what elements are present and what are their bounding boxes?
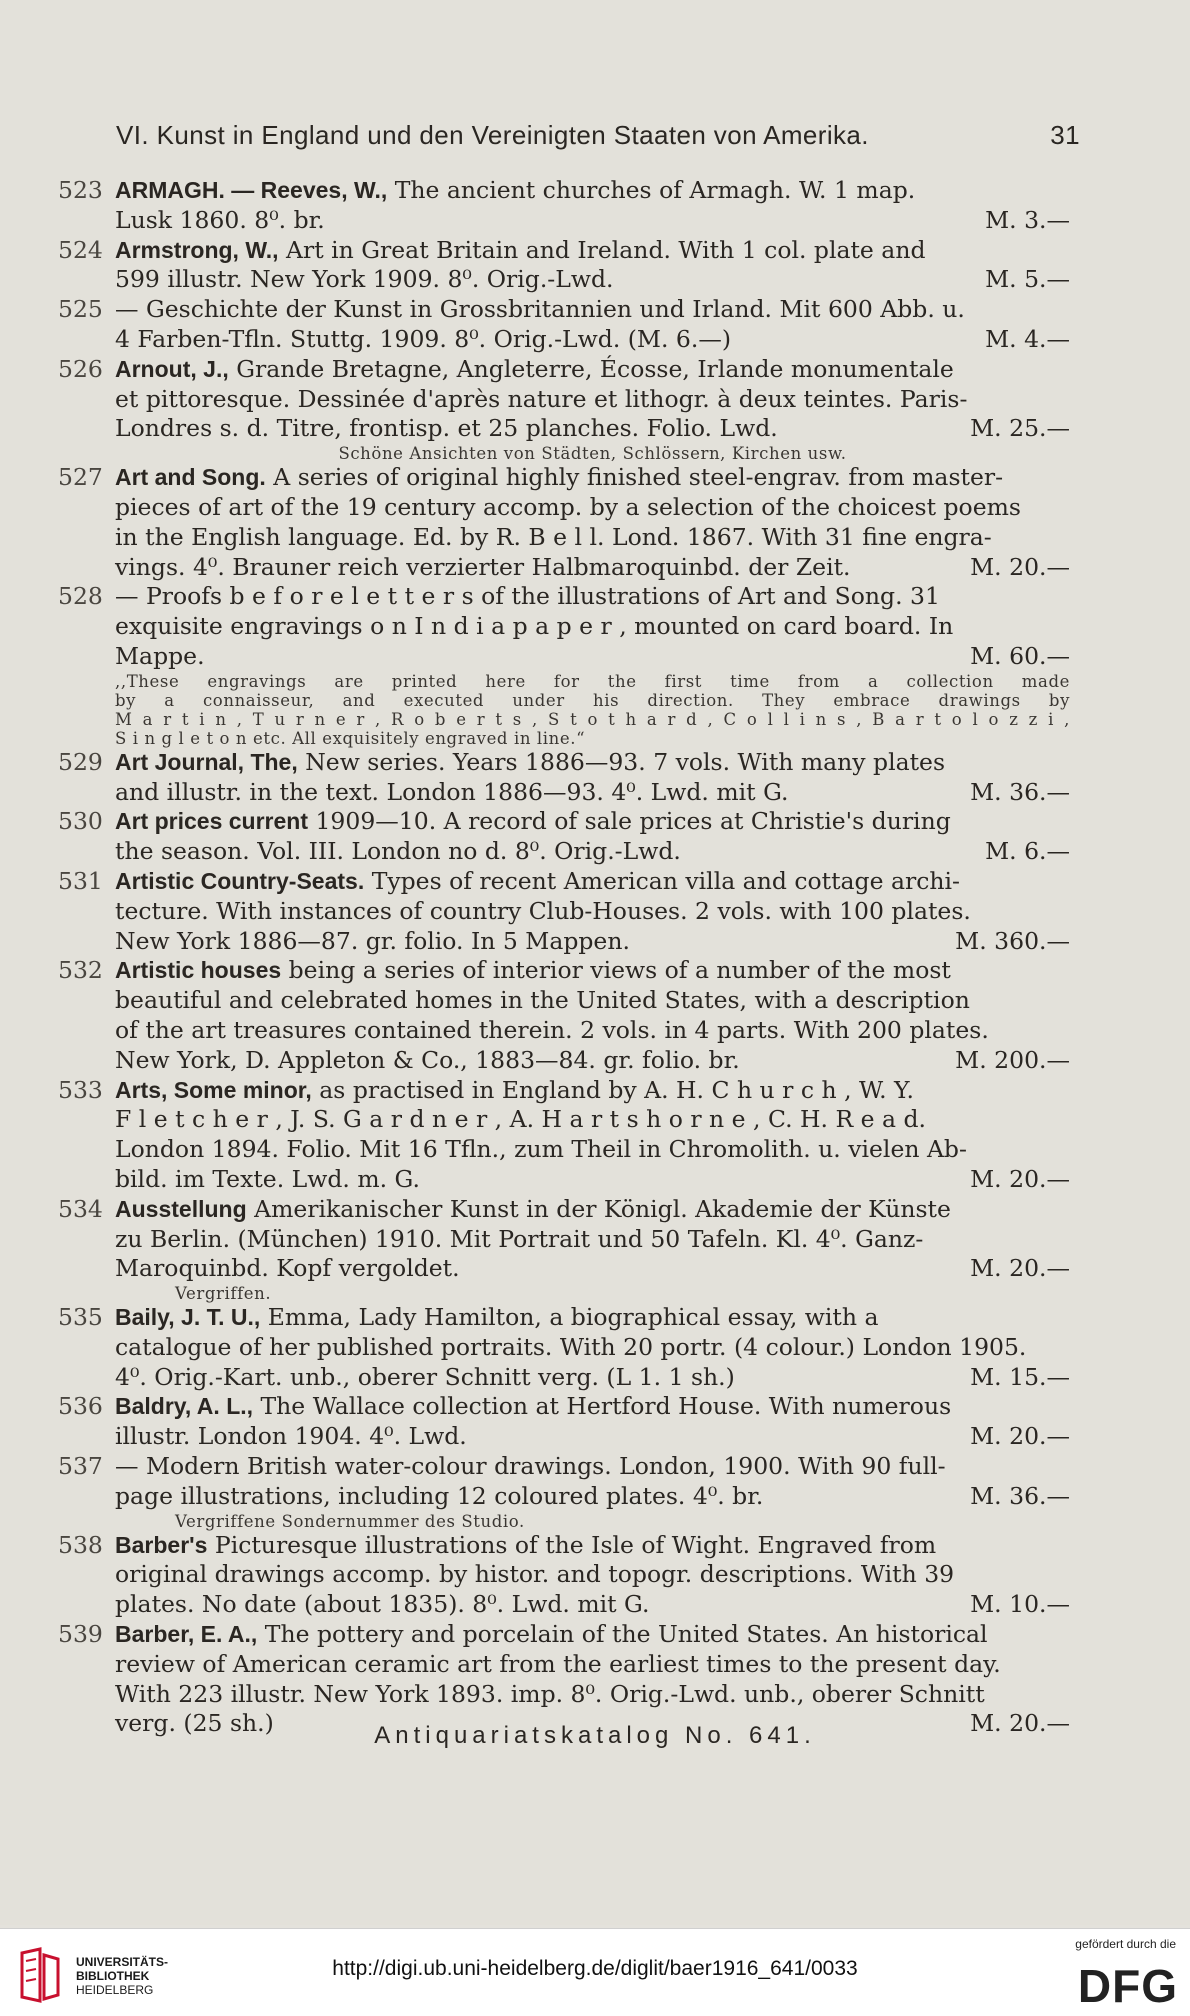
- entry-number: 530: [58, 807, 103, 836]
- entry-text: catalogue of her published portraits. With 20 portr. (4 colour.) London 1905.: [115, 1332, 1027, 1361]
- catalog-entry: [58, 1195, 1070, 1303]
- entry-text: being a series of interior views of a number of the most: [281, 956, 951, 985]
- entry-line: [115, 986, 1070, 1016]
- entry-text: Emma, Lady Hamilton, a biographical essay, with a: [260, 1303, 879, 1332]
- entry-price: M. 6.—: [985, 837, 1070, 866]
- entry-number: 525: [58, 295, 103, 324]
- entry-line: [115, 1254, 1070, 1284]
- entry-note: M a r t i n , T u r n e r , R o b e r t s , S t o t h a r d , C o l l i n s , B a r t o l o z z i ,: [115, 709, 1070, 729]
- entry-number: 532: [58, 956, 103, 985]
- entry-line: [115, 1225, 1070, 1255]
- entry-line: [115, 1422, 1070, 1452]
- catalog-entry: [58, 1076, 1070, 1195]
- entry-line: [115, 927, 1070, 957]
- entry-heading: Barber's: [115, 1531, 208, 1558]
- entry-number: 526: [58, 354, 103, 383]
- entry-text: et pittoresque. Dessinée d'après nature et lithogr. à deux teintes. Paris-: [115, 384, 968, 413]
- entry-text: exquisite engravings o n I n d i a p a p e r , mounted on card board. In: [115, 612, 954, 641]
- entry-line: [115, 1650, 1070, 1680]
- permalink-url[interactable]: http://digi.ub.uni-heidelberg.de/diglit/baer1916_641/0033: [332, 1957, 858, 1980]
- entry-text: Londres s. d. Titre, frontisp. et 25 planches. Folio. Lwd.: [115, 414, 778, 443]
- entry-price: M. 200.—: [955, 1045, 1070, 1074]
- catalog-entry: [58, 1452, 1070, 1531]
- entry-line: [115, 1531, 1070, 1561]
- entry-line: [115, 1195, 1070, 1225]
- catalog-entry: [58, 807, 1070, 867]
- catalog-entry: [58, 1531, 1070, 1620]
- entry-line: [115, 1333, 1070, 1363]
- entry-price: M. 5.—: [985, 265, 1070, 294]
- entry-heading: Arnout, J.,: [115, 355, 229, 382]
- entry-note: by a connaisseur, and executed under his direction. They embrace drawings by: [115, 690, 1070, 710]
- entry-text: and illustr. in the text. London 1886—93. 4⁰. Lwd. mit G.: [115, 777, 789, 806]
- entry-line: [115, 236, 1070, 266]
- entry-heading: Art prices current: [115, 808, 309, 835]
- catalog-entry: [58, 956, 1070, 1075]
- entry-note: Schöne Ansichten von Städten, Schlössern, Kirchen usw.: [338, 444, 847, 464]
- catalog-entry: [58, 1303, 1070, 1392]
- entry-heading: Baldry, A. L.,: [115, 1393, 254, 1420]
- catalog-entry: [58, 176, 1070, 236]
- entry-line: [115, 778, 1070, 808]
- entry-line: [115, 612, 1070, 642]
- entry-price: M. 20.—: [970, 1709, 1070, 1738]
- entry-line: [115, 206, 1070, 236]
- entry-text: beautiful and celebrated homes in the United States, with a description: [115, 986, 970, 1015]
- funded-by-label: gefördert durch die: [1075, 1937, 1176, 1951]
- entry-number: 524: [58, 235, 103, 264]
- entry-price: M. 360.—: [955, 926, 1070, 955]
- library-name-line1: UNIVERSITÄTS-: [76, 1955, 169, 1969]
- entry-text: The Wallace collection at Hertford House. With numerous: [253, 1392, 952, 1421]
- entry-number: 535: [58, 1303, 103, 1332]
- catalog-entry: [58, 582, 1070, 747]
- entry-text: London 1894. Folio. Mit 16 Tfln., zum Theil in Chromolith. u. vielen Ab-: [115, 1135, 967, 1164]
- entry-line: [115, 355, 1070, 385]
- entry-line: [115, 1363, 1070, 1393]
- entry-line: [115, 493, 1070, 523]
- entry-price: M. 36.—: [970, 1481, 1070, 1510]
- entry-text: the season. Vol. III. London no d. 8⁰. Orig.-Lwd.: [115, 837, 681, 866]
- entry-line: [115, 1135, 1070, 1165]
- entry-line: [115, 414, 1070, 444]
- entry-number: 527: [58, 463, 103, 492]
- dfg-logo: DFG: [1077, 1960, 1178, 2012]
- entry-line: [115, 1620, 1070, 1650]
- entry-text: plates. No date (about 1835). 8⁰. Lwd. mit G.: [115, 1590, 650, 1619]
- entry-note: S i n g l e t o n etc. All exquisitely engraved in line.“: [115, 728, 586, 748]
- entry-price: M. 4.—: [985, 324, 1070, 353]
- entry-line: [115, 642, 1070, 672]
- entry-line: [115, 1303, 1070, 1333]
- page-number: 31: [1050, 120, 1080, 150]
- entry-line: [115, 867, 1070, 897]
- entry-line: [115, 295, 1070, 325]
- catalog-entry: [58, 236, 1070, 296]
- entry-line: [115, 385, 1070, 415]
- entry-text: F l e t c h e r , J. S. G a r d n e r , A. H a r t s h o r n e , C. H. R e a d.: [115, 1105, 927, 1134]
- entry-note: Vergriffen.: [175, 1284, 272, 1304]
- entry-text: of the art treasures contained therein. 2 vols. in 4 parts. With 200 plates.: [115, 1015, 989, 1044]
- entry-heading: Ausstellung: [115, 1195, 247, 1222]
- entry-line: [115, 523, 1070, 553]
- entry-line: [115, 1392, 1070, 1422]
- entry-price: M. 60.—: [970, 641, 1070, 670]
- entry-line: [115, 463, 1070, 493]
- entry-number: 528: [58, 582, 103, 611]
- entry-text: New York 1886—87. gr. folio. In 5 Mappen.: [115, 926, 630, 955]
- catalog-entry: [58, 748, 1070, 808]
- entry-number: 537: [58, 1452, 103, 1481]
- entry-heading: ARMAGH. — Reeves, W.,: [115, 177, 388, 203]
- entry-text: tecture. With instances of country Club-Houses. 2 vols. with 100 plates.: [115, 896, 971, 925]
- entry-number: 531: [58, 866, 103, 895]
- entry-price: M. 20.—: [970, 1422, 1070, 1451]
- entry-text: pieces of art of the 19 century accomp. by a selection of the choicest poems: [115, 492, 1021, 521]
- entry-text: page illustrations, including 12 coloured plates. 4⁰. br.: [115, 1481, 764, 1510]
- entry-heading: Armstrong, W.,: [115, 236, 279, 263]
- entry-line: [115, 582, 1070, 612]
- entry-heading: Arts, Some minor,: [115, 1076, 312, 1103]
- entry-text: — Geschichte der Kunst in Grossbritannien und Irland. Mit 600 Abb. u.: [115, 295, 965, 324]
- entry-text: as practised in England by A. H. C h u r c h , W. Y.: [311, 1075, 914, 1104]
- catalog-entry: [58, 355, 1070, 463]
- entry-text: Art in Great Britain and Ireland. With 1 col. plate and: [278, 235, 926, 264]
- entry-line: [115, 748, 1070, 778]
- entry-number: 533: [58, 1075, 103, 1104]
- entry-number: 538: [58, 1530, 103, 1559]
- library-name-line2: BIBLIOTHEK: [76, 1969, 150, 1983]
- entry-price: M. 20.—: [970, 552, 1070, 581]
- entry-number: 539: [58, 1620, 103, 1649]
- running-head-title: VI. Kunst in England und den Vereinigten Staaten von Amerika.: [116, 120, 869, 150]
- entry-number: 529: [58, 747, 103, 776]
- entry-text: in the English language. Ed. by R. B e l l. Lond. 1867. With 31 fine engra-: [115, 522, 992, 551]
- entry-line: [115, 1016, 1070, 1046]
- entry-number: 534: [58, 1194, 103, 1223]
- catalog-entry: [58, 295, 1070, 355]
- entry-note: Vergriffene Sondernummer des Studio.: [175, 1511, 525, 1531]
- entry-text: A series of original highly finished steel-engrav. from master-: [265, 463, 1004, 492]
- entry-line: [115, 956, 1070, 986]
- entry-text: 4⁰. Orig.-Kart. unb., oberer Schnitt verg. (L 1. 1 sh.): [115, 1362, 735, 1391]
- entry-line: [115, 1680, 1070, 1710]
- entry-text: The ancient churches of Armagh. W. 1 map.: [387, 176, 916, 204]
- entry-line: [115, 1105, 1070, 1135]
- entry-number: 523: [58, 176, 103, 204]
- entry-line: [115, 1046, 1070, 1076]
- entry-text: original drawings accomp. by histor. and topogr. descriptions. With 39: [115, 1560, 955, 1589]
- catalog-entry: [58, 867, 1070, 956]
- entry-text: Amerikanischer Kunst in der Königl. Akademie der Künste: [246, 1194, 951, 1223]
- entry-text: verg. (25 sh.): [115, 1709, 274, 1738]
- entry-text: zu Berlin. (München) 1910. Mit Portrait und 50 Tafeln. Kl. 4⁰. Ganz-: [115, 1224, 924, 1253]
- entry-text: Grande Bretagne, Angleterre, Écosse, Irlande monumentale: [228, 354, 954, 383]
- entry-text: — Modern British water-colour drawings. London, 1900. With 90 full-: [115, 1452, 946, 1481]
- entry-price: M. 15.—: [970, 1362, 1070, 1391]
- entry-text: New York, D. Appleton & Co., 1883—84. gr. folio. br.: [115, 1045, 740, 1074]
- entry-price: M. 10.—: [970, 1590, 1070, 1619]
- entry-text: Maroquinbd. Kopf vergoldet.: [115, 1254, 460, 1283]
- entry-line: [115, 553, 1070, 583]
- entry-text: — Proofs b e f o r e l e t t e r s of the illustrations of Art and Song. 31: [115, 582, 940, 611]
- entry-line: [115, 1590, 1070, 1620]
- entry-text: 1909—10. A record of sale prices at Christie's during: [308, 807, 951, 836]
- entry-line: [115, 1482, 1070, 1512]
- entry-text: Mappe.: [115, 641, 205, 670]
- entry-text: bild. im Texte. Lwd. m. G.: [115, 1164, 420, 1193]
- library-name-line3: HEIDELBERG: [76, 1983, 154, 1997]
- catalog-footer: Antiquariatskatalog No. 641.: [374, 1722, 816, 1749]
- catalog-entry: [58, 1392, 1070, 1452]
- catalog-entry: [58, 463, 1070, 582]
- entry-line: [115, 1560, 1070, 1590]
- entry-line: [115, 1165, 1070, 1195]
- entry-heading: Artistic Country-Seats.: [115, 867, 365, 894]
- entry-text: Picturesque illustrations of the Isle of Wight. Engraved from: [207, 1530, 937, 1559]
- entry-line: [115, 837, 1070, 867]
- entry-price: M. 36.—: [970, 777, 1070, 806]
- entry-heading: Artistic houses: [115, 957, 282, 984]
- entry-line: [115, 1076, 1070, 1106]
- entry-price: M. 3.—: [985, 205, 1070, 234]
- entry-heading: Barber, E. A.,: [115, 1621, 258, 1648]
- entry-text: The pottery and porcelain of the United States. An historical: [257, 1620, 988, 1649]
- entry-line: [115, 265, 1070, 295]
- entry-heading: Art Journal, The,: [115, 748, 298, 775]
- entry-number: 536: [58, 1392, 103, 1421]
- entry-price: M. 20.—: [970, 1254, 1070, 1283]
- entry-line: [115, 897, 1070, 927]
- entry-text: 599 illustr. New York 1909. 8⁰. Orig.-Lwd.: [115, 265, 614, 294]
- entry-text: 4 Farben-Tfln. Stuttg. 1909. 8⁰. Orig.-Lwd. (M. 6.—): [115, 324, 732, 353]
- entry-price: M. 25.—: [970, 414, 1070, 443]
- entry-line: [115, 1452, 1070, 1482]
- catalog-entries: [58, 176, 1070, 1739]
- entry-heading: Baily, J. T. U.,: [115, 1304, 261, 1331]
- entry-text: Lusk 1860. 8⁰. br.: [115, 205, 325, 234]
- entry-text: illustr. London 1904. 4⁰. Lwd.: [115, 1422, 467, 1451]
- entry-text: New series. Years 1886—93. 7 vols. With many plates: [297, 747, 946, 776]
- entry-text: vings. 4⁰. Brauner reich verzierter Halbmaroquinbd. der Zeit.: [115, 552, 851, 581]
- entry-note: ,,These engravings are printed here for the first time from a collection made: [115, 671, 1070, 691]
- entry-line: [115, 325, 1070, 355]
- entry-price: M. 20.—: [970, 1164, 1070, 1193]
- viewer-bottom-bar: [0, 1928, 1190, 2016]
- entry-text: With 223 illustr. New York 1893. imp. 8⁰. Orig.-Lwd. unb., oberer Schnitt: [115, 1679, 985, 1708]
- entry-line: [115, 176, 1070, 206]
- entry-text: review of American ceramic art from the earliest times to the present day.: [115, 1649, 1001, 1678]
- entry-heading: Art and Song.: [115, 464, 266, 491]
- entry-line: [115, 807, 1070, 837]
- entry-text: Types of recent American villa and cottage archi-: [364, 866, 960, 895]
